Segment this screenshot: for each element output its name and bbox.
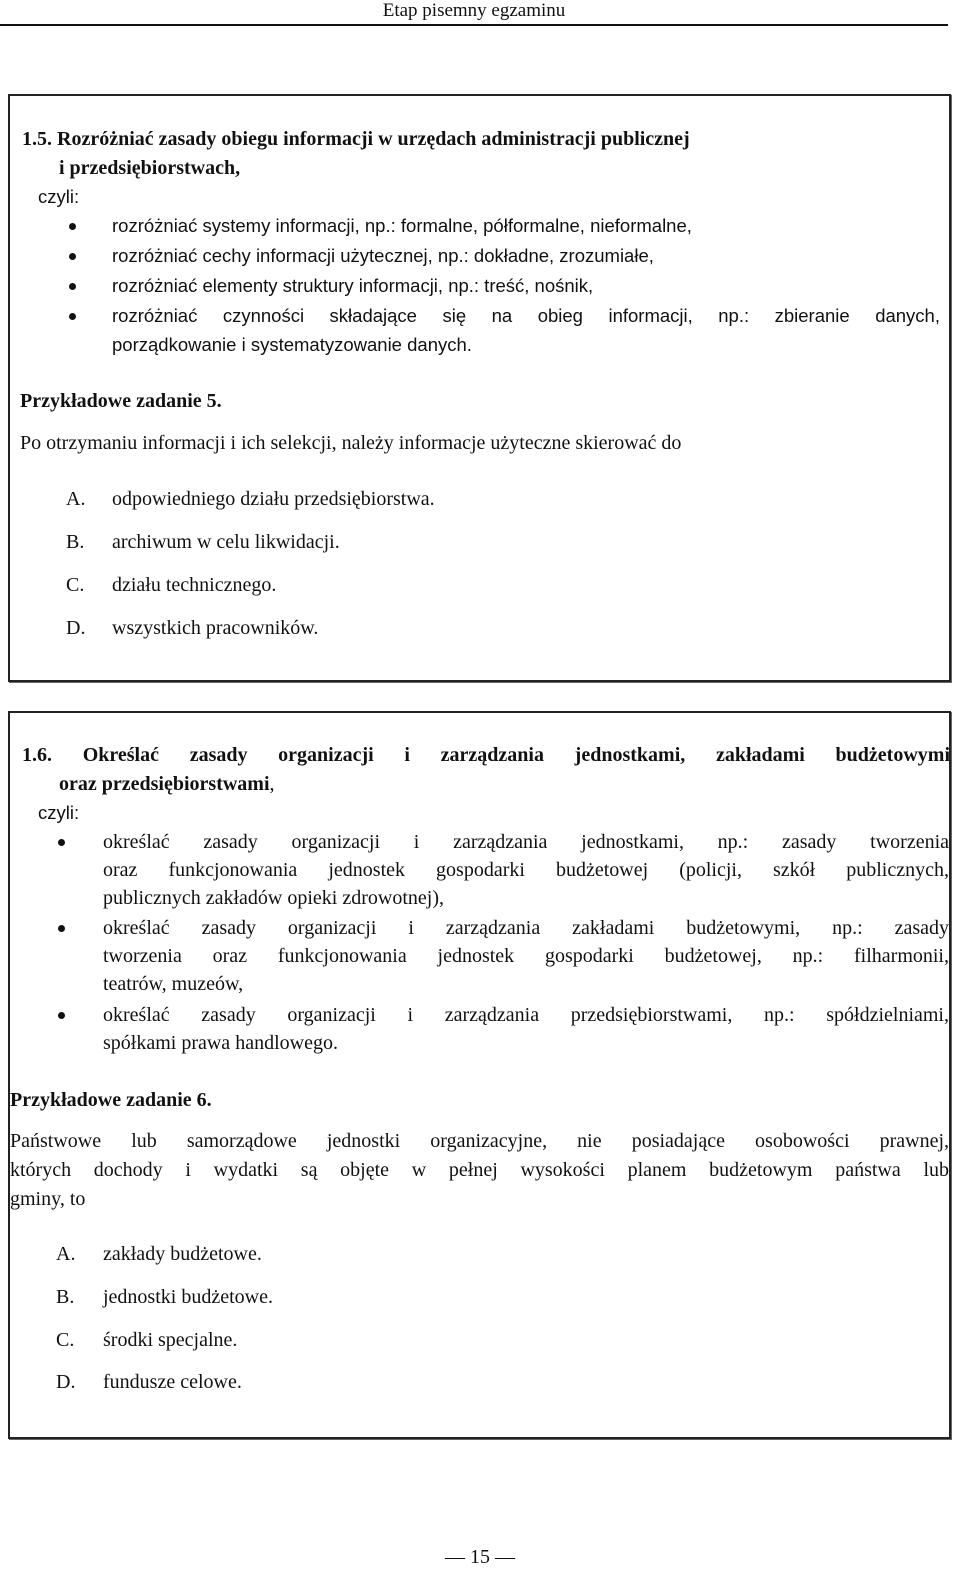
list-item: określać zasady organizacji i zarządzania jednostkami, np.: zasady tworzenia <box>103 831 949 853</box>
list-item: rozróżniać elementy struktury informacji, np.: treść, nośnik, <box>112 275 594 296</box>
bullet-icon <box>69 223 76 230</box>
answer-text: działu technicznego. <box>112 574 277 596</box>
header-title: Etap pisemny egzaminu <box>382 0 566 21</box>
answer-letter: A. <box>56 1243 76 1265</box>
answer-text: wszystkich pracowników. <box>112 617 319 639</box>
answer-letter: D. <box>66 617 86 639</box>
bullet-icon <box>69 283 76 290</box>
answer-letter: C. <box>66 574 85 596</box>
section-1-6-intro: czyli: <box>38 802 80 823</box>
page-header <box>0 0 948 26</box>
answer-text: odpowiedniego działu przedsiębiorstwa. <box>112 488 435 510</box>
task-6-question-cont: których dochody i wydatki są objęte w pełnej wysokości planem budżetowym państwa lub <box>10 1159 949 1181</box>
bullet-icon <box>58 1012 65 1019</box>
list-item: rozróżniać cechy informacji użytecznej, np.: dokładne, zrozumiałe, <box>112 245 654 266</box>
page-number: — 15 — <box>445 1546 515 1568</box>
list-item: rozróżniać czynności składające się na obieg informacji, np.: zbieranie danych, <box>112 305 940 326</box>
task-6-title: Przykładowe zadanie 6. <box>10 1089 212 1111</box>
list-item: rozróżniać systemy informacji, np.: formalne, półformalne, nieformalne, <box>112 215 692 236</box>
list-item-cont: tworzenia oraz funkcjonowania jednostek gospodarki budżetowej, np.: filharmonii, <box>103 945 949 967</box>
list-item: określać zasady organizacji i zarządzania przedsiębiorstwami, np.: spółdzielniami, <box>103 1004 949 1026</box>
answer-text: jednostki budżetowe. <box>103 1286 273 1308</box>
section-1-6-title-cont: oraz przedsiębiorstwami, <box>59 773 275 795</box>
answer-letter: A. <box>66 488 86 510</box>
answer-text: zakłady budżetowe. <box>103 1243 262 1265</box>
section-1-5-title-cont: i przedsiębiorstwach, <box>59 157 241 179</box>
bullet-icon <box>69 253 76 260</box>
answer-letter: D. <box>56 1371 76 1393</box>
section-1-5-intro: czyli: <box>38 186 80 207</box>
bullet-icon <box>58 839 65 846</box>
section-1-5-title: 1.5. Rozróżniać zasady obiegu informacji w urzędach administracji publicznej <box>22 128 690 150</box>
answer-letter: B. <box>66 531 85 553</box>
answer-text: fundusze celowe. <box>103 1371 242 1393</box>
task-6-question-cont: gminy, to <box>10 1188 86 1210</box>
answer-letter: B. <box>56 1286 75 1308</box>
list-item-cont: spółkami prawa handlowego. <box>103 1032 338 1054</box>
answer-letter: C. <box>56 1329 75 1351</box>
list-item-cont: publicznych zakładów opieki zdrowotnej), <box>103 887 444 909</box>
bullet-icon <box>58 925 65 932</box>
answer-text: środki specjalne. <box>103 1329 238 1351</box>
list-item: określać zasady organizacji i zarządzania zakładami budżetowymi, np.: zasady <box>103 917 949 939</box>
list-item-cont: porządkowanie i systematyzowanie danych. <box>112 334 472 355</box>
list-item-cont: oraz funkcjonowania jednostek gospodarki budżetowej (policji, szkół publicznych, <box>103 859 949 881</box>
list-item-cont: teatrów, muzeów, <box>103 973 244 995</box>
bullet-icon <box>69 313 76 320</box>
task-6-question: Państwowe lub samorządowe jednostki organizacyjne, nie posiadające osobowości prawnej, <box>10 1130 949 1152</box>
task-5-question: Po otrzymaniu informacji i ich selekcji, należy informacje użyteczne skierować do <box>20 432 682 454</box>
section-1-6-title: 1.6. Określać zasady organizacji i zarządzania jednostkami, zakładami budżetowymi <box>22 744 950 766</box>
task-5-title: Przykładowe zadanie 5. <box>20 390 222 412</box>
answer-text: archiwum w celu likwidacji. <box>112 531 340 553</box>
